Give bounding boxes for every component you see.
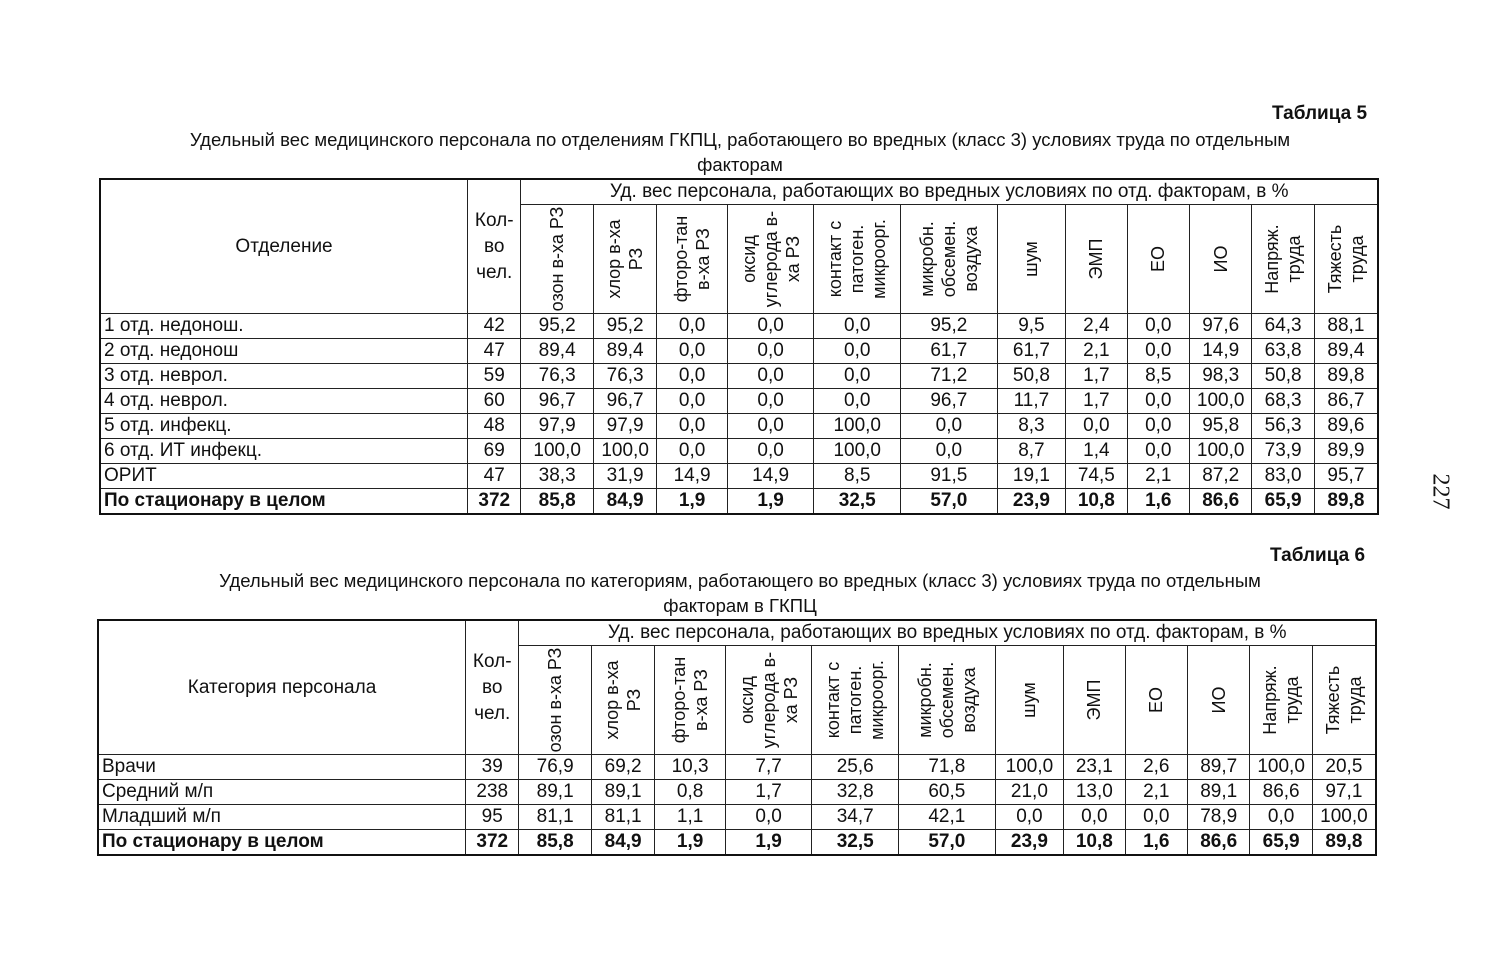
factor-header <box>727 205 814 314</box>
factor-header <box>1125 646 1187 755</box>
total-value: 84,9 <box>591 830 654 856</box>
row-value: 0,0 <box>995 805 1063 830</box>
column-header-count: Кол-во чел. <box>466 620 519 755</box>
table-row <box>100 314 1378 339</box>
row-value: 100,0 <box>1312 805 1376 830</box>
row-count: 48 <box>468 414 521 439</box>
factor-header-label: Напряж. труда <box>1262 224 1305 294</box>
factor-header-label: контакт с патоген. микроорг. <box>823 660 888 740</box>
row-value: 1,7 <box>1066 389 1127 414</box>
row-value: 23,1 <box>1064 755 1125 780</box>
row-value: 0,0 <box>727 364 814 389</box>
table6-title-line2: факторам в ГКПЦ <box>663 595 817 616</box>
table-row <box>100 464 1378 489</box>
factor-header <box>1064 646 1125 755</box>
row-name: 1 отд. недонош. <box>100 314 468 339</box>
row-value: 96,7 <box>901 389 998 414</box>
row-value: 0,0 <box>657 314 727 339</box>
row-value: 97,6 <box>1189 314 1251 339</box>
column-header-count: Кол-во чел. <box>468 179 521 314</box>
factor-header-label: ЭМП <box>1086 238 1107 280</box>
total-row <box>100 489 1378 515</box>
factor-header-label: ЭМП <box>1084 679 1105 721</box>
row-value: 14,9 <box>727 464 814 489</box>
row-value: 0,0 <box>1127 414 1189 439</box>
row-name: 6 отд. ИТ инфекц. <box>100 439 468 464</box>
factor-header-label: озон в-ха РЗ <box>547 206 568 312</box>
row-value: 1,4 <box>1066 439 1127 464</box>
row-value: 97,9 <box>593 414 656 439</box>
row-value: 0,0 <box>814 389 901 414</box>
total-value: 1,9 <box>657 489 727 515</box>
table5 <box>99 178 1379 515</box>
column-group-header: Уд. вес персонала, работающих во вредных условиях по отд. факторам, в % <box>519 620 1376 646</box>
row-value: 0,0 <box>727 414 814 439</box>
row-value: 7,7 <box>725 755 812 780</box>
column-header-main: Отделение <box>100 179 468 314</box>
row-value: 98,3 <box>1189 364 1251 389</box>
row-name: Средний м/п <box>98 780 466 805</box>
factor-header <box>519 646 592 755</box>
row-value: 64,3 <box>1252 314 1314 339</box>
factor-header-label: шум <box>1021 241 1042 277</box>
factor-header <box>812 646 899 755</box>
column-group-header: Уд. вес персонала, работающих во вредных условиях по отд. факторам, в % <box>521 179 1378 205</box>
factor-header <box>725 646 812 755</box>
row-value: 100,0 <box>814 414 901 439</box>
factor-header-label: Напряж. труда <box>1260 665 1303 735</box>
factor-header <box>657 205 727 314</box>
row-value: 0,0 <box>1127 389 1189 414</box>
row-value: 0,0 <box>814 364 901 389</box>
row-value: 20,5 <box>1312 755 1376 780</box>
row-name: Младший м/п <box>98 805 466 830</box>
row-name: 4 отд. неврол. <box>100 389 468 414</box>
row-value: 2,1 <box>1066 339 1127 364</box>
row-value: 2,1 <box>1127 464 1189 489</box>
row-value: 11,7 <box>997 389 1065 414</box>
row-value: 100,0 <box>814 439 901 464</box>
row-value: 0,0 <box>727 439 814 464</box>
total-value: 32,5 <box>814 489 901 515</box>
row-name: 2 отд. недонош <box>100 339 468 364</box>
row-value: 73,9 <box>1252 439 1314 464</box>
row-value: 89,6 <box>1314 414 1378 439</box>
row-value: 21,0 <box>995 780 1063 805</box>
factor-header <box>521 205 594 314</box>
total-value: 1,6 <box>1125 830 1187 856</box>
row-value: 19,1 <box>997 464 1065 489</box>
row-value: 81,1 <box>519 805 592 830</box>
factor-header-label: озон в-ха РЗ <box>545 647 566 753</box>
row-value: 0,8 <box>655 780 725 805</box>
row-count: 59 <box>468 364 521 389</box>
total-value: 57,0 <box>899 830 996 856</box>
row-value: 0,0 <box>1125 805 1187 830</box>
row-value: 8,5 <box>814 464 901 489</box>
factor-header <box>1312 646 1376 755</box>
factor-header <box>1252 205 1314 314</box>
factor-header <box>1189 205 1251 314</box>
row-value: 89,4 <box>1314 339 1378 364</box>
total-name: По стационару в целом <box>98 830 466 856</box>
row-name: ОРИТ <box>100 464 468 489</box>
row-value: 96,7 <box>521 389 594 414</box>
row-count: 95 <box>466 805 519 830</box>
table6-label: Таблица 6 <box>1270 545 1366 566</box>
factor-header-label: ЕО <box>1148 246 1169 273</box>
row-value: 95,7 <box>1314 464 1378 489</box>
row-value: 0,0 <box>1127 314 1189 339</box>
factor-header-label: ИО <box>1208 686 1229 714</box>
total-value: 1,9 <box>655 830 725 856</box>
row-value: 71,2 <box>901 364 998 389</box>
row-value: 2,4 <box>1066 314 1127 339</box>
row-value: 89,7 <box>1187 755 1249 780</box>
row-value: 1,1 <box>655 805 725 830</box>
row-value: 0,0 <box>727 389 814 414</box>
header-row <box>98 620 1376 646</box>
row-value: 0,0 <box>901 439 998 464</box>
row-value: 76,3 <box>521 364 594 389</box>
row-value: 74,5 <box>1066 464 1127 489</box>
row-value: 2,1 <box>1125 780 1187 805</box>
factor-header-label: оксид углерода в-ха РЗ <box>736 651 801 749</box>
table-row <box>100 364 1378 389</box>
factor-header <box>1127 205 1189 314</box>
total-value: 23,9 <box>997 489 1065 515</box>
row-value: 89,4 <box>593 339 656 364</box>
total-value: 89,8 <box>1314 489 1378 515</box>
table-row <box>100 439 1378 464</box>
row-value: 61,7 <box>997 339 1065 364</box>
factor-header-label: оксид углерода в-ха РЗ <box>738 210 803 308</box>
row-value: 14,9 <box>657 464 727 489</box>
row-count: 60 <box>468 389 521 414</box>
total-value: 57,0 <box>901 489 998 515</box>
table5-label: Таблица 5 <box>1272 103 1368 124</box>
table-row <box>100 389 1378 414</box>
row-value: 97,9 <box>521 414 594 439</box>
row-value: 38,3 <box>521 464 594 489</box>
row-count: 42 <box>468 314 521 339</box>
row-value: 83,0 <box>1252 464 1314 489</box>
header-row <box>100 179 1378 205</box>
row-value: 89,9 <box>1314 439 1378 464</box>
row-value: 42,1 <box>899 805 996 830</box>
row-count: 238 <box>466 780 519 805</box>
total-value: 86,6 <box>1187 830 1249 856</box>
row-count: 47 <box>468 464 521 489</box>
factor-header <box>995 646 1063 755</box>
row-value: 0,0 <box>1250 805 1312 830</box>
total-value: 23,9 <box>995 830 1063 856</box>
row-value: 50,8 <box>1252 364 1314 389</box>
row-value: 89,8 <box>1314 364 1378 389</box>
row-value: 0,0 <box>657 439 727 464</box>
table-row <box>98 805 1376 830</box>
row-value: 86,6 <box>1250 780 1312 805</box>
row-value: 50,8 <box>997 364 1065 389</box>
table-row <box>100 414 1378 439</box>
row-value: 100,0 <box>593 439 656 464</box>
row-value: 81,1 <box>591 805 654 830</box>
row-value: 97,1 <box>1312 780 1376 805</box>
total-value: 65,9 <box>1252 489 1314 515</box>
factor-header <box>997 205 1065 314</box>
row-value: 0,0 <box>727 314 814 339</box>
row-value: 0,0 <box>657 364 727 389</box>
table-row <box>98 755 1376 780</box>
row-value: 32,8 <box>812 780 899 805</box>
factor-header <box>899 646 996 755</box>
row-value: 0,0 <box>901 414 998 439</box>
row-value: 0,0 <box>1127 339 1189 364</box>
row-value: 100,0 <box>521 439 594 464</box>
factor-header-label: микробн. обсемен. воздуха <box>914 661 979 739</box>
row-value: 8,7 <box>997 439 1065 464</box>
row-value: 69,2 <box>591 755 654 780</box>
row-value: 100,0 <box>1250 755 1312 780</box>
factor-header-label: хлор в-ха РЗ <box>604 219 647 299</box>
row-value: 0,0 <box>725 805 812 830</box>
row-value: 0,0 <box>814 339 901 364</box>
row-value: 71,8 <box>899 755 996 780</box>
row-value: 1,7 <box>725 780 812 805</box>
row-value: 8,5 <box>1127 364 1189 389</box>
total-value: 89,8 <box>1312 830 1376 856</box>
row-count: 69 <box>468 439 521 464</box>
factor-header-label: ИО <box>1210 245 1231 273</box>
row-value: 13,0 <box>1064 780 1125 805</box>
factor-header-label: фторо-тан в-ха РЗ <box>669 656 712 744</box>
row-value: 60,5 <box>899 780 996 805</box>
row-value: 91,5 <box>901 464 998 489</box>
row-value: 68,3 <box>1252 389 1314 414</box>
total-value: 85,8 <box>519 830 592 856</box>
factor-header-label: ЕО <box>1146 687 1167 714</box>
total-value: 1,9 <box>725 830 812 856</box>
factor-header <box>593 205 656 314</box>
factor-header-label: контакт с патоген. микроорг. <box>825 219 890 299</box>
factor-header-label: фторо-тан в-ха РЗ <box>671 215 714 303</box>
total-value: 85,8 <box>521 489 594 515</box>
row-value: 86,7 <box>1314 389 1378 414</box>
factor-header-label: микробн. обсемен. воздуха <box>916 220 981 298</box>
row-value: 100,0 <box>995 755 1063 780</box>
row-count: 47 <box>468 339 521 364</box>
total-value: 32,5 <box>812 830 899 856</box>
row-value: 9,5 <box>997 314 1065 339</box>
row-value: 0,0 <box>727 339 814 364</box>
row-value: 89,1 <box>519 780 592 805</box>
row-value: 95,2 <box>901 314 998 339</box>
row-value: 76,3 <box>593 364 656 389</box>
row-value: 95,8 <box>1189 414 1251 439</box>
row-value: 63,8 <box>1252 339 1314 364</box>
row-value: 0,0 <box>1066 414 1127 439</box>
table-row <box>100 339 1378 364</box>
total-value: 1,6 <box>1127 489 1189 515</box>
row-value: 76,9 <box>519 755 592 780</box>
row-value: 89,4 <box>521 339 594 364</box>
row-value: 95,2 <box>521 314 594 339</box>
table5-title-line1: Удельный вес медицинского персонала по отделениям ГКПЦ, работающего во вредных (класс 3) условиях труда по отдельным <box>189 129 1291 150</box>
row-count: 39 <box>466 755 519 780</box>
row-value: 96,7 <box>593 389 656 414</box>
row-value: 0,0 <box>657 339 727 364</box>
table6-title-line1: Удельный вес медицинского персонала по категориям, работающего во вредных (класс 3) условиях труда по отдельным <box>219 570 1261 591</box>
row-value: 88,1 <box>1314 314 1378 339</box>
total-value: 65,9 <box>1250 830 1312 856</box>
row-name: 5 отд. инфекц. <box>100 414 468 439</box>
total-value: 10,8 <box>1064 830 1125 856</box>
row-name: Врачи <box>98 755 466 780</box>
factor-header-label: Тяжесть труда <box>1322 665 1365 735</box>
row-value: 56,3 <box>1252 414 1314 439</box>
row-value: 1,7 <box>1066 364 1127 389</box>
row-value: 0,0 <box>1127 439 1189 464</box>
row-value: 78,9 <box>1187 805 1249 830</box>
total-count: 372 <box>466 830 519 856</box>
total-row <box>98 830 1376 856</box>
total-name: По стационару в целом <box>100 489 468 515</box>
total-count: 372 <box>468 489 521 515</box>
page-number: 227 <box>1427 473 1454 510</box>
row-value: 34,7 <box>812 805 899 830</box>
factor-header <box>901 205 998 314</box>
row-value: 61,7 <box>901 339 998 364</box>
factor-header-label: шум <box>1019 682 1040 718</box>
table5-title-line2: факторам <box>697 154 783 175</box>
row-value: 0,0 <box>657 389 727 414</box>
row-value: 25,6 <box>812 755 899 780</box>
row-value: 95,2 <box>593 314 656 339</box>
table5-title <box>100 127 1380 177</box>
factor-header <box>1314 205 1378 314</box>
factor-header-label: хлор в-ха РЗ <box>602 660 645 740</box>
row-value: 2,6 <box>1125 755 1187 780</box>
total-value: 10,8 <box>1066 489 1127 515</box>
factor-header <box>591 646 654 755</box>
factor-header <box>1187 646 1249 755</box>
total-value: 1,9 <box>727 489 814 515</box>
row-value: 100,0 <box>1189 389 1251 414</box>
table6-title <box>100 568 1380 618</box>
row-value: 10,3 <box>655 755 725 780</box>
column-header-main: Категория персонала <box>98 620 466 755</box>
total-value: 86,6 <box>1189 489 1251 515</box>
row-value: 100,0 <box>1189 439 1251 464</box>
factor-header <box>655 646 725 755</box>
row-value: 87,2 <box>1189 464 1251 489</box>
factor-header <box>1250 646 1312 755</box>
row-value: 0,0 <box>1064 805 1125 830</box>
row-value: 31,9 <box>593 464 656 489</box>
factor-header <box>814 205 901 314</box>
factor-header-label: Тяжесть труда <box>1324 224 1367 294</box>
row-value: 89,1 <box>591 780 654 805</box>
table-row <box>98 780 1376 805</box>
table6 <box>97 619 1377 856</box>
row-value: 8,3 <box>997 414 1065 439</box>
row-value: 0,0 <box>657 414 727 439</box>
row-value: 14,9 <box>1189 339 1251 364</box>
total-value: 84,9 <box>593 489 656 515</box>
row-name: 3 отд. неврол. <box>100 364 468 389</box>
factor-header <box>1066 205 1127 314</box>
row-value: 0,0 <box>814 314 901 339</box>
row-value: 89,1 <box>1187 780 1249 805</box>
